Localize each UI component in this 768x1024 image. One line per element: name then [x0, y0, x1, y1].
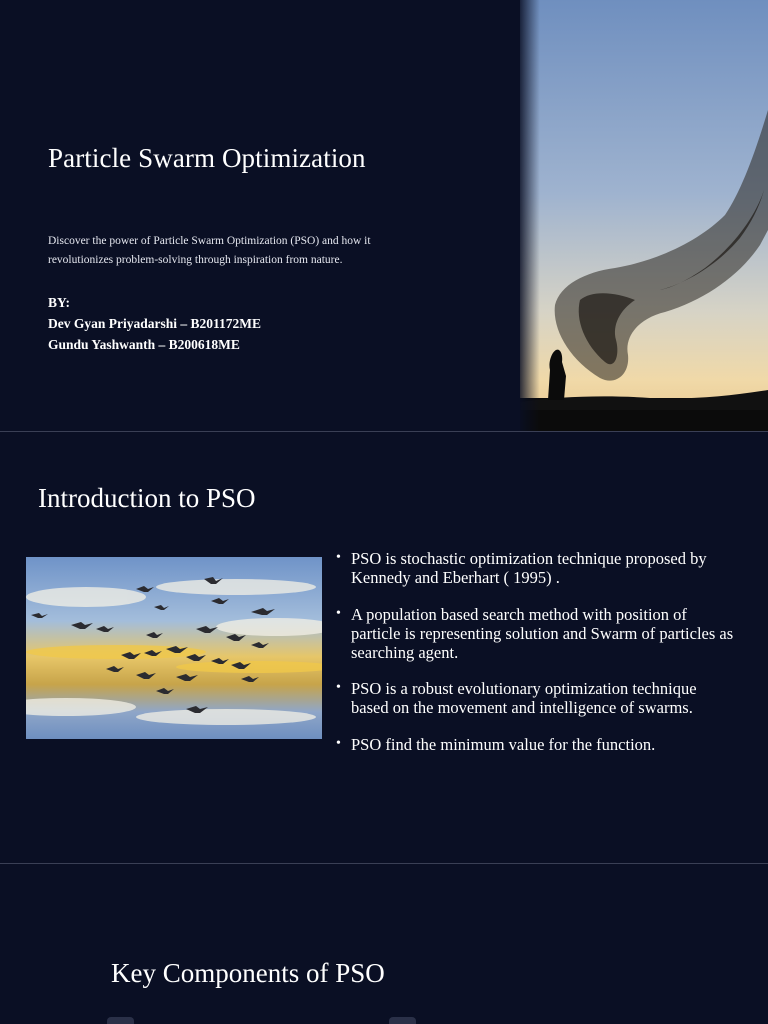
- author-2: Gundu Yashwanth – B200618ME: [48, 337, 240, 352]
- slide-title: Introduction to PSO: [38, 483, 256, 513]
- bullet-icon: •: [336, 735, 341, 751]
- key-components-slide: [0, 865, 768, 1024]
- slide-description: Discover the power of Particle Swarm Optimization (PSO) and how it revolutionizes problem-solving through inspiration from nature.: [48, 235, 371, 266]
- list-item: • PSO is stochastic optimization technique proposed by Kennedy and Eberhart ( 1995) .: [336, 549, 707, 587]
- title-slide: [0, 0, 768, 432]
- bullet-icon: •: [336, 605, 341, 621]
- authors-block: [48, 292, 261, 355]
- list-item: • PSO is a robust evolutionary optimization technique based on the movement and intelligence of swarms.: [336, 679, 697, 717]
- by-label: BY:: [48, 295, 71, 310]
- pso-bullet-list: [336, 549, 736, 771]
- introduction-slide: [0, 433, 768, 864]
- murmuration-photo: [520, 0, 768, 432]
- component-card-icon: [107, 1017, 134, 1024]
- component-card-icon: [389, 1017, 416, 1024]
- list-item: • A population based search method with position of particle is representing solution and Swarm of particles as searching agent.: [336, 604, 734, 662]
- slide-title: Key Components of PSO: [111, 958, 385, 988]
- list-item: • PSO find the minimum value for the function.: [336, 734, 656, 754]
- bullet-icon: •: [336, 550, 341, 565]
- bullet-icon: •: [336, 680, 341, 695]
- slide-title: Particle Swarm Optimization: [48, 143, 366, 173]
- flying-birds-photo: [26, 557, 322, 739]
- author-1: Dev Gyan Priyadarshi – B201172ME: [48, 316, 262, 331]
